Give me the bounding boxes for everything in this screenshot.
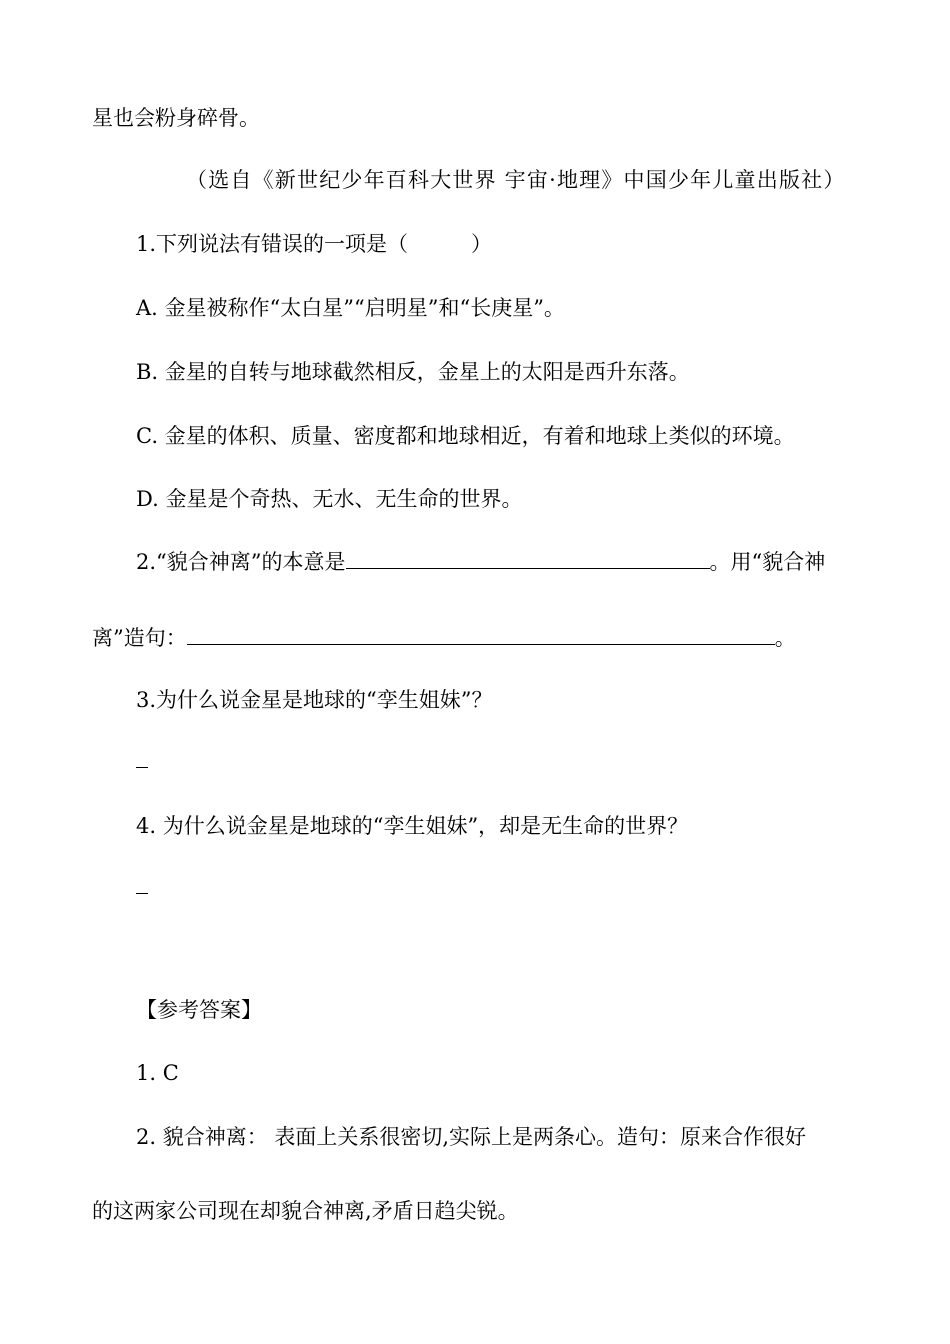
question-1-option-d: D. 金星是个奇热、无水、无生命的世界。 — [136, 487, 523, 511]
question-2-prompt: 2.“貌合神离”的本意是 — [136, 550, 346, 574]
question-3-stem: 3.为什么说金星是地球的“孪生姐妹”？ — [136, 688, 493, 712]
answer-line-q3[interactable] — [136, 767, 148, 768]
answer-blank-sentence[interactable] — [187, 622, 775, 645]
question-1-option-a: A. 金星被称作“太白星”“启明星”和“长庚星”。 — [136, 296, 565, 320]
answer-blank-meaning[interactable] — [346, 546, 710, 569]
question-4-stem: 4. 为什么说金星是地球的“孪生姐妹”，却是无生命的世界？ — [136, 814, 689, 838]
question-2-sentence-prompt: 离”造句： — [92, 626, 187, 650]
question-1-stem: 1.下列说法有错误的一项是（ ） — [136, 232, 493, 256]
question-2-end: 。 — [774, 626, 796, 650]
answer-1: 1. C — [136, 1061, 179, 1085]
question-1-option-b: B. 金星的自转与地球截然相反，金星上的太阳是西升东落。 — [136, 360, 690, 384]
question-2-continuation: 。用“貌合神 — [709, 550, 826, 574]
passage-last-line: 星也会粉身碎骨。 — [92, 106, 260, 130]
question-2-line-1 — [136, 546, 825, 576]
answers-heading: 【参考答案】 — [136, 998, 262, 1022]
question-2-line-2 — [92, 622, 796, 652]
answer-2-line-1: 2. 貌合神离： 表面上关系很密切,实际上是两条心。造句：原来合作很好 — [136, 1125, 807, 1149]
answer-line-q4[interactable] — [136, 893, 148, 894]
question-1-option-c: C. 金星的体积、质量、密度都和地球相近，有着和地球上类似的环境。 — [136, 424, 795, 448]
source-citation: （选自《新世纪少年百科大世界 宇宙·地理》中国少年儿童出版社） — [186, 168, 846, 192]
answer-2-line-2: 的这两家公司现在却貌合神离,矛盾日趋尖锐。 — [92, 1199, 519, 1223]
